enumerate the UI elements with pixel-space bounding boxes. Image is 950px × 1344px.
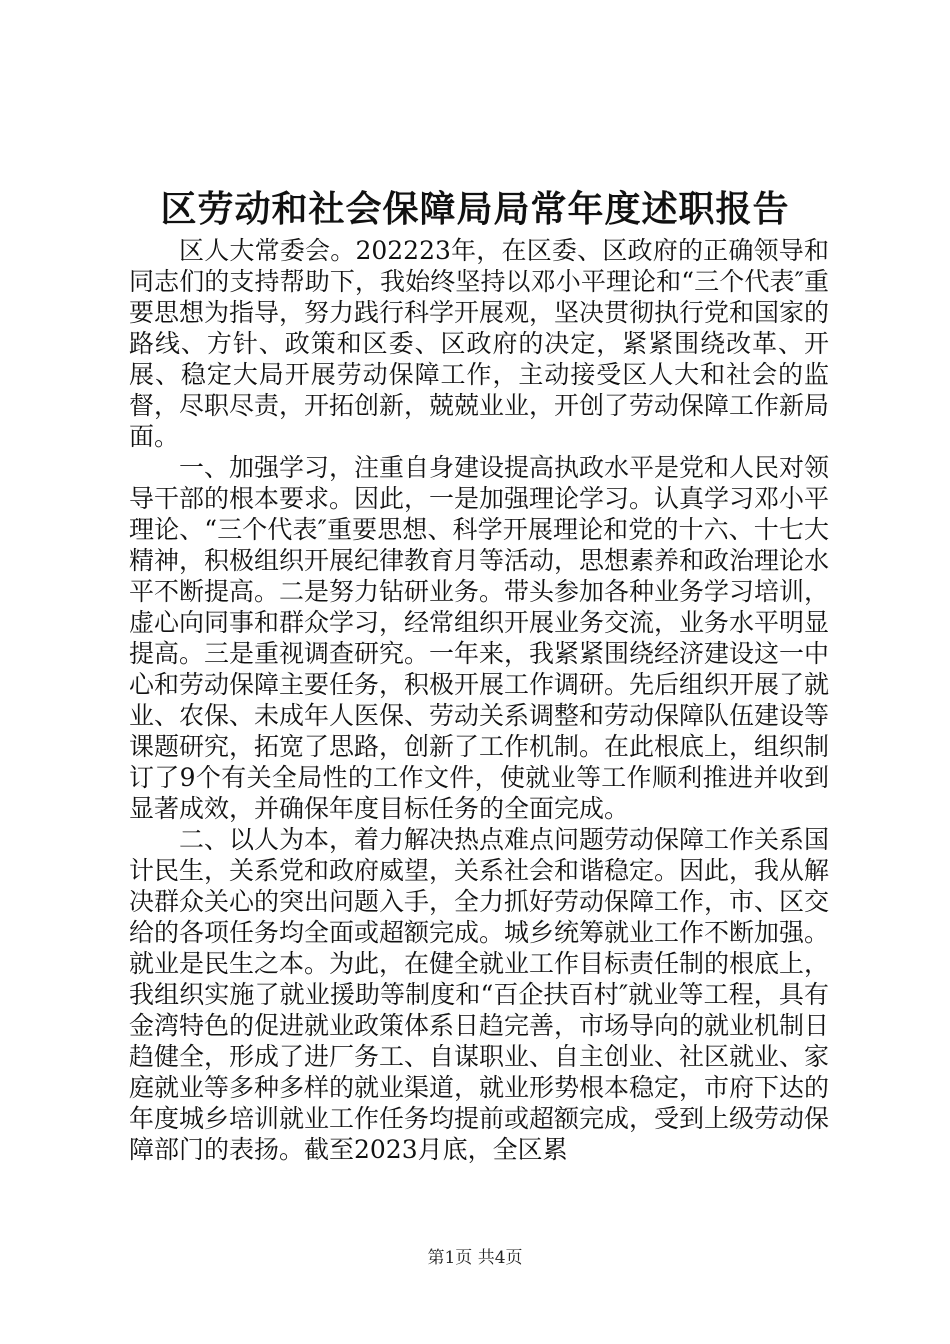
paragraph-section-1: 一、加强学习，注重自身建设提高执政水平是党和人民对领导干部的根本要求。因此，一是加强理论学习。认真学习邓小平理论、“三个代表″重要思想、科学开展理论和党的十六、十七大精神，积极组织开展纪律教育月等活动，思想素养和政治理论水平不断提高。二是努力钻研业务。带头参加各种业务学习培训，虚心向同事和群众学习，经常组织开展业务交流，业务水平明显提高。三是重视调查研究。一年来，我紧紧围绕经济建设这一中心和劳动保障主要任务，积极开展工作调研。先后组织开展了就业、农保、未成年人医保、劳动关系调整和劳动保障队伍建设等课题研究，拓宽了思路，创新了工作机制。在此根底上，组织制订了9个有关全局性的工作文件，使就业等工作顺利推进并收到显著成效，并确保年度目标任务的全面完成。	[129, 453, 830, 823]
document-body	[129, 235, 829, 1165]
page-number: 第1页 共4页	[427, 1248, 523, 1268]
paragraph-intro: 区人大常委会。202223年，在区委、区政府的正确领导和同志们的支持帮助下，我始终坚持以邓小平理论和“三个代表″重要思想为指导，努力践行科学开展观，坚决贯彻执行党和国家的路线、方针、政策和区委、区政府的决定，紧紧围绕改革、开展、稳定大局开展劳动保障工作，主动接受区人大和社会的监督，尽职尽责，开拓创新，兢兢业业，开创了劳动保障工作新局面。	[129, 236, 830, 451]
paragraph-section-2: 二、以人为本，着力解决热点难点问题劳动保障工作关系国计民生，关系党和政府威望，关系社会和谐稳定。因此，我从解决群众关心的突出问题入手，全力抓好劳动保障工作，市、区交给的各项任务均全面或超额完成。城乡统筹就业工作不断加强。就业是民生之本。为此，在健全就业工作目标责任制的根底上，我组织实施了就业援助等制度和“百企扶百村″就业等工程，具有金湾特色的促进就业政策体系日趋完善，市场导向的就业机制日趋健全，形成了进厂务工、自谋职业、自主创业、社区就业、家庭就业等多种多样的就业渠道，就业形势根本稳定，市府下达的年度城乡培训就业工作任务均提前或超额完成，受到上级劳动保障部门的表扬。截至2023月底，全区累	[129, 825, 830, 1164]
document-title: 区劳动和社会保障局局常年度述职报告	[160, 188, 790, 230]
